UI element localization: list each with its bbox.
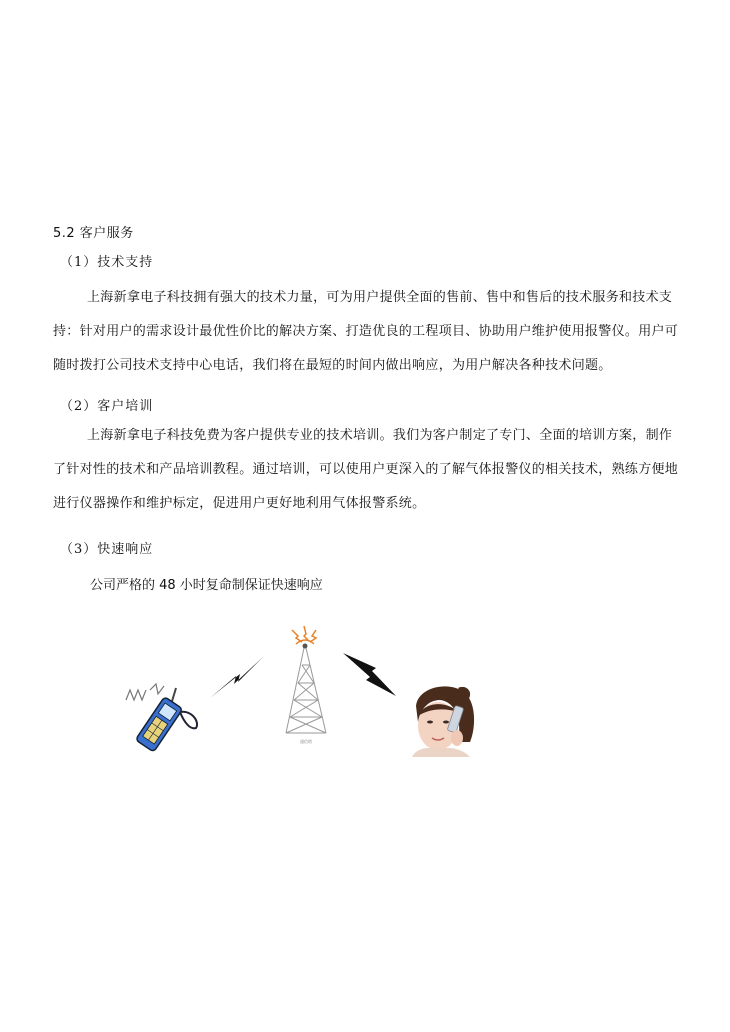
paragraph-training: 上海新拿电子科技免费为客户提供专业的技术培训。我们为客户制定了专门、全面的培训方案，制作了针对性的技术和产品培训教程。通过培训，可以使用户更深入的了解气体报警仪的相关技术，熟练方便地进行仪器操作和维护标定，促进用户更好地利用气体报警系统。 (53, 428, 679, 511)
tower-icon (286, 644, 326, 734)
subheading-quick-response: （3）快速响应 (60, 542, 154, 557)
subheading-tech-support: （1）技术支持 (60, 255, 154, 270)
paragraph-quick-response: 公司严格的 48 小时复命制保证快速响应 (90, 578, 323, 593)
signal-icon (292, 626, 316, 644)
lightning-icon-left (210, 656, 264, 698)
lightning-icon-right (343, 653, 396, 696)
tower-label: 通信塔 (300, 739, 312, 744)
section-title: 5.2 客户服务 (53, 226, 134, 241)
handheld-phone-icon (126, 684, 197, 752)
paragraph-tech-support: 上海新拿电子科技拥有强大的技术力量，可为用户提供全面的售前、售中和售后的技术服务和技术支持：针对用户的需求设计最优性价比的解决方案、打造优良的工程项目、协助用户维护使用报警仪。用户可随时拨打公司技术支持中心电话，我们将在最短的时间内做出响应，为用户解决各种技术问题。 (53, 290, 679, 373)
subheading-training: （2）客户培训 (60, 399, 154, 414)
woman-on-phone-image (403, 686, 481, 757)
